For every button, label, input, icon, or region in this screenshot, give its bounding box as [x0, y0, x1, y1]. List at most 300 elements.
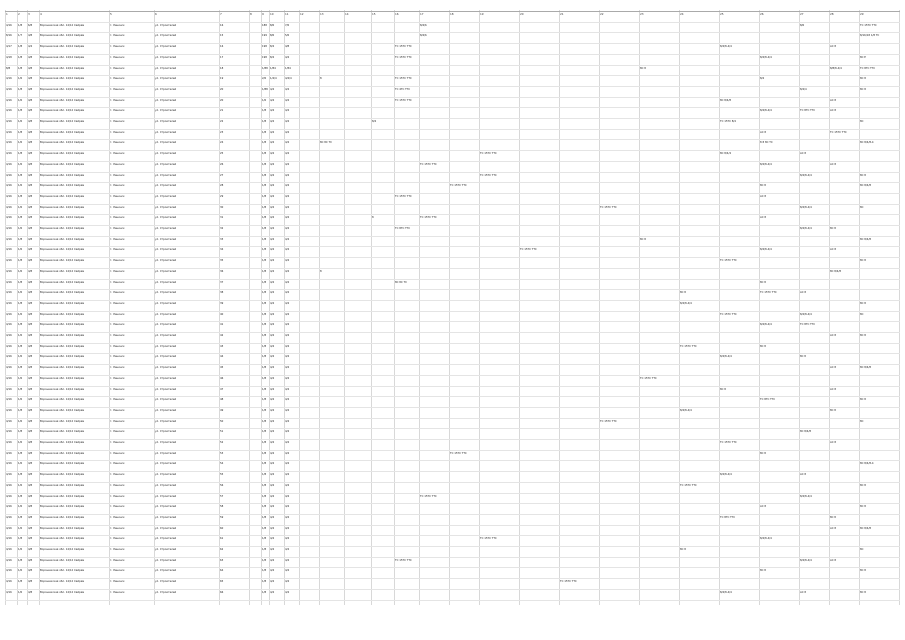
table-cell[interactable]: 18 [220, 66, 224, 70]
table-cell[interactable]: 4/4 [270, 355, 275, 359]
table-cell[interactable]: 4/4 [285, 451, 290, 455]
table-cell[interactable]: г. Ленинск [110, 408, 125, 412]
table-cell[interactable]: 1/8 [262, 152, 267, 156]
table-cell[interactable]: 4/4 [285, 98, 290, 102]
column-header[interactable]: 25 [720, 13, 724, 16]
column-header[interactable]: 29 [860, 13, 864, 16]
table-cell[interactable]: 1/7 [18, 34, 23, 38]
table-cell[interactable]: 4/4 [270, 291, 275, 295]
table-cell[interactable]: г. Ленинск [110, 419, 125, 423]
table-cell[interactable]: 8С 8 [860, 334, 866, 337]
table-cell[interactable]: 188 [262, 23, 267, 27]
table-cell[interactable]: 62 [220, 548, 224, 551]
table-cell[interactable]: АС 8 [760, 194, 767, 198]
table-cell[interactable]: 8/4/8-4/4 [680, 301, 692, 305]
table-cell[interactable]: г. Ленинск [110, 515, 125, 519]
table-cell[interactable]: 4/8 [285, 45, 290, 49]
table-cell[interactable]: 1/8 [262, 291, 267, 295]
column-header[interactable]: 26 [760, 13, 764, 16]
table-cell[interactable]: 4/16 [6, 451, 12, 455]
table-cell[interactable]: ул. Строителей [155, 451, 177, 455]
table-cell[interactable]: г. Ленинск [110, 398, 125, 402]
table-cell[interactable]: ул. Строителей [155, 323, 177, 327]
table-cell[interactable]: 1/8 [18, 130, 23, 134]
table-cell[interactable]: ул. Строителей [155, 98, 177, 102]
table-cell[interactable]: ТС 15ТС ТТС [480, 173, 497, 177]
table-cell[interactable]: 1/6 [18, 419, 23, 423]
table-cell[interactable]: 199 [262, 34, 267, 38]
table-cell[interactable]: 8 [320, 269, 322, 273]
table-cell[interactable]: 8 [372, 216, 374, 220]
table-cell[interactable]: Воронежская обл. 14/12 Сайрам [40, 77, 85, 81]
table-cell[interactable]: 38 [220, 291, 224, 295]
table-cell[interactable]: 8 [320, 77, 322, 81]
table-cell[interactable]: г. Ленинск [110, 558, 125, 562]
table-cell[interactable]: 198 [262, 45, 267, 49]
table-cell[interactable]: 8С 8 [680, 291, 686, 295]
table-cell[interactable]: 4/8 [28, 398, 33, 402]
table-cell[interactable]: 1/8 [18, 152, 23, 156]
table-cell[interactable]: 1/8 [18, 473, 23, 477]
table-cell[interactable]: Воронежская обл. 14/12 Сайрам [40, 152, 85, 156]
table-cell[interactable]: 8С 8 [860, 259, 866, 263]
table-cell[interactable]: 4/4 [270, 526, 275, 530]
table-cell[interactable]: ул. Строителей [155, 548, 177, 551]
table-cell[interactable]: ТС 8ТС ТТС [860, 66, 876, 70]
table-cell[interactable]: 4/4 [285, 590, 290, 594]
table-cell[interactable]: г. Ленинск [110, 451, 125, 455]
column-header[interactable]: 12 [300, 13, 304, 16]
table-cell[interactable]: 33 [220, 237, 224, 241]
table-cell[interactable]: г. Ленинск [110, 45, 125, 49]
table-cell[interactable]: 4/4 [285, 344, 290, 348]
table-cell[interactable]: 4/4 [285, 398, 290, 402]
table-cell[interactable]: 8/4 [760, 77, 765, 81]
table-cell[interactable]: 8/4/8-4/4 [760, 109, 772, 113]
table-cell[interactable]: 8/4/8-4/4 [680, 408, 692, 412]
table-cell[interactable]: ТС 15ТС ТТС [600, 205, 617, 209]
table-cell[interactable]: 42 [220, 334, 224, 337]
table-cell[interactable]: 8С 8 [860, 569, 866, 573]
table-cell[interactable]: 4/16 [6, 87, 12, 91]
table-cell[interactable]: 4/16 [6, 23, 12, 27]
table-cell[interactable]: 4/4 [270, 580, 275, 584]
table-cell[interactable]: 1/8 [18, 216, 23, 220]
table-cell[interactable]: ул. Строителей [155, 194, 177, 198]
table-cell[interactable]: 4/16 [6, 398, 12, 402]
column-header[interactable]: 28 [830, 13, 834, 16]
table-cell[interactable]: г. Ленинск [110, 227, 125, 230]
table-cell[interactable]: 4/4 [270, 184, 275, 188]
table-cell[interactable]: 1/8 [262, 590, 267, 594]
table-cell[interactable]: 4/4 [285, 55, 290, 59]
table-cell[interactable]: 1/8 [262, 334, 267, 337]
table-cell[interactable]: ТС 8ТС ТТС [800, 109, 816, 113]
table-cell[interactable]: 1/6 [18, 77, 23, 81]
table-cell[interactable]: 4/4 [285, 387, 290, 391]
table-cell[interactable]: 1/8 [262, 280, 267, 284]
table-cell[interactable]: 4/4 [270, 569, 275, 573]
table-cell[interactable]: 55 [220, 473, 224, 477]
table-cell[interactable]: 4/4 [285, 130, 290, 134]
table-cell[interactable]: 17 [220, 55, 224, 59]
column-header[interactable]: 21 [560, 13, 564, 16]
table-cell[interactable]: 8/4/8-4/4 [800, 205, 812, 209]
table-cell[interactable]: ул. Строителей [155, 441, 177, 444]
table-cell[interactable]: 1/8 [18, 323, 23, 327]
table-cell[interactable]: 4/8 [28, 109, 33, 113]
table-cell[interactable]: Воронежская обл. 14/12 Сайрам [40, 537, 85, 541]
table-cell[interactable]: 4/16 [6, 98, 12, 102]
table-cell[interactable]: 1/8 [18, 408, 23, 412]
table-cell[interactable]: 4/16 [6, 505, 12, 509]
table-cell[interactable]: ул. Строителей [155, 537, 177, 541]
table-cell[interactable]: 4/4 [28, 45, 33, 49]
table-cell[interactable]: 1/8 [18, 173, 23, 177]
table-cell[interactable]: 4/4 [270, 344, 275, 348]
table-cell[interactable]: 1/8 [262, 194, 267, 198]
table-cell[interactable]: Воронежская обл. 14/12 Сайрам [40, 580, 85, 584]
table-cell[interactable]: ул. Строителей [155, 366, 177, 370]
table-cell[interactable]: 4/4 [285, 248, 290, 252]
table-cell[interactable]: 44 [220, 355, 224, 359]
table-cell[interactable]: 1/8 [262, 515, 267, 519]
table-cell[interactable]: 4/4 [285, 462, 290, 466]
table-cell[interactable]: Воронежская обл. 14/12 Сайрам [40, 558, 85, 562]
table-cell[interactable]: 1/8 [262, 120, 267, 123]
table-cell[interactable]: г. Ленинск [110, 184, 125, 188]
table-cell[interactable]: г. Ленинск [110, 248, 125, 252]
table-cell[interactable]: 4/4 [270, 269, 275, 273]
column-header[interactable]: 14 [345, 13, 349, 16]
column-header[interactable]: 20 [520, 13, 524, 16]
table-cell[interactable]: 4/16 [6, 441, 12, 444]
table-cell[interactable]: 8/4/8-4/4 [800, 312, 812, 316]
table-cell[interactable]: 4/4 [270, 109, 275, 113]
table-cell[interactable]: 1/6 [262, 98, 267, 102]
table-cell[interactable]: г. Ленинск [110, 590, 125, 594]
table-cell[interactable]: г. Ленинск [110, 483, 125, 487]
table-cell[interactable]: 1/8 [262, 398, 267, 402]
table-cell[interactable]: 8С 8/4/8 [860, 526, 871, 530]
table-cell[interactable]: 1/8 [262, 430, 267, 434]
table-cell[interactable]: 4/4 [270, 419, 275, 423]
table-cell[interactable]: Воронежская обл. 14/12 Сайрам [40, 387, 85, 391]
table-cell[interactable]: 1/8 [18, 387, 23, 391]
table-cell[interactable]: ТС 15ТС ТТС [395, 194, 412, 198]
table-cell[interactable]: 22 [220, 120, 224, 123]
table-cell[interactable]: ул. Строителей [155, 312, 177, 316]
table-cell[interactable]: 4/4 [285, 505, 290, 509]
table-cell[interactable]: 4/16 [6, 184, 12, 188]
table-cell[interactable]: 16 [220, 45, 224, 49]
table-cell[interactable]: 4/4 [270, 312, 275, 316]
table-cell[interactable]: ул. Строителей [155, 590, 177, 594]
table-cell[interactable]: 1/8 [18, 301, 23, 305]
table-cell[interactable]: Воронежская обл. 14/12 Сайрам [40, 109, 85, 113]
table-cell[interactable]: 4/4 [285, 312, 290, 316]
table-cell[interactable]: 1/8 [18, 109, 23, 113]
table-cell[interactable]: 8С 8 [760, 344, 766, 348]
table-cell[interactable]: ул. Строителей [155, 109, 177, 113]
table-cell[interactable]: 4/8 [28, 569, 33, 573]
column-header[interactable]: 2 [18, 13, 20, 16]
table-cell[interactable]: 8С [860, 120, 864, 123]
table-cell[interactable]: 4/4 [285, 355, 290, 359]
table-cell[interactable]: 1/6 [18, 569, 23, 573]
table-cell[interactable]: 8С 8/4/8-4 [860, 462, 874, 466]
table-cell[interactable]: ТС 15ТС ТТС [395, 558, 412, 562]
table-cell[interactable]: 45 [220, 366, 224, 370]
table-cell[interactable]: 1/8 [18, 430, 23, 434]
table-cell[interactable]: 4/8 [28, 280, 33, 284]
table-cell[interactable]: 4/8 [28, 473, 33, 477]
table-cell[interactable]: 4/16 [6, 408, 12, 412]
table-cell[interactable]: 48 [220, 398, 224, 402]
table-cell[interactable]: 16 [220, 23, 224, 27]
table-cell[interactable]: 4/8 [28, 194, 33, 198]
table-cell[interactable]: 1/6 [18, 355, 23, 359]
table-cell[interactable]: г. Ленинск [110, 66, 125, 70]
table-cell[interactable]: ТС 15ТС ТТС [680, 483, 697, 487]
table-cell[interactable]: 4/16 [6, 590, 12, 594]
table-cell[interactable]: 4/8 [28, 291, 33, 295]
table-cell[interactable]: ТС 15ТС ТТС [395, 98, 412, 102]
table-cell[interactable]: ул. Строителей [155, 130, 177, 134]
table-cell[interactable]: 4/4 [285, 120, 290, 123]
table-cell[interactable]: АС 8 [800, 152, 807, 156]
table-cell[interactable]: Воронежская обл. 14/12 Сайрам [40, 590, 85, 594]
table-cell[interactable]: 4/4 [285, 162, 290, 166]
table-cell[interactable]: 1/8 [262, 366, 267, 370]
table-cell[interactable]: 1/8 [18, 66, 23, 70]
table-cell[interactable]: АС 8 [830, 558, 837, 562]
table-cell[interactable]: 15 [220, 34, 224, 38]
table-cell[interactable]: 8С 8/4/8 [720, 98, 731, 102]
column-header[interactable]: 15 [372, 13, 376, 16]
table-cell[interactable]: 1/8 [262, 441, 267, 444]
table-cell[interactable]: 1/6 [18, 248, 23, 252]
table-cell[interactable]: 1/8 [262, 312, 267, 316]
table-cell[interactable]: 4/16 [6, 141, 12, 145]
table-cell[interactable]: 4/18 [6, 55, 12, 59]
table-cell[interactable]: 53 [220, 451, 224, 455]
table-cell[interactable]: ТС 15ТС 8/4 [720, 120, 736, 123]
table-cell[interactable]: Воронежская обл. 14/12 Сайрам [40, 430, 85, 434]
table-cell[interactable]: г. Ленинск [110, 569, 125, 573]
table-cell[interactable]: г. Ленинск [110, 548, 125, 551]
table-cell[interactable]: Воронежская обл. 14/12 Сайрам [40, 355, 85, 359]
table-cell[interactable]: 4/4 [270, 301, 275, 305]
table-cell[interactable]: 4/4 [285, 419, 290, 423]
table-cell[interactable]: 8/4/8-4/4 [760, 55, 772, 59]
table-cell[interactable]: 8С 8 [760, 280, 766, 284]
table-cell[interactable]: 8/6 [270, 23, 275, 27]
table-cell[interactable]: 39 [220, 301, 224, 305]
table-cell[interactable]: 1/8 [262, 419, 267, 423]
table-cell[interactable]: 8С 8/4/8 [860, 184, 871, 188]
table-cell[interactable]: 4/4 [285, 194, 290, 198]
column-header[interactable]: 22 [600, 13, 604, 16]
table-cell[interactable]: 47 [220, 387, 224, 391]
table-cell[interactable]: 4/4 [270, 366, 275, 370]
table-cell[interactable]: 1/8 [262, 141, 267, 145]
table-cell[interactable]: Воронежская обл. 14/12 Сайрам [40, 98, 85, 102]
table-cell[interactable]: 4/4 [270, 548, 275, 551]
table-cell[interactable]: 4/4 [270, 120, 275, 123]
table-cell[interactable]: 4/8 [28, 130, 33, 134]
table-cell[interactable]: 4/4 [285, 184, 290, 188]
table-cell[interactable]: 4/8 [28, 494, 33, 498]
table-cell[interactable]: 4/8 [28, 141, 33, 145]
table-cell[interactable]: 4/8 [28, 526, 33, 530]
table-cell[interactable]: 1/8 [262, 462, 267, 466]
table-cell[interactable]: 65 [220, 580, 224, 584]
table-cell[interactable]: 1/8 [18, 558, 23, 562]
table-cell[interactable]: 8/8/8-4/4 [830, 66, 842, 70]
table-cell[interactable]: Воронежская обл. 14/12 Сайрам [40, 227, 85, 230]
table-cell[interactable]: Воронежская обл. 14/12 Сайрам [40, 301, 85, 305]
table-cell[interactable]: 4/16 [6, 462, 12, 466]
table-cell[interactable]: 8/4/8-4/4 [720, 355, 732, 359]
column-header[interactable]: 17 [420, 13, 424, 16]
table-cell[interactable]: 4/4 [270, 462, 275, 466]
table-cell[interactable]: 8С 8/4/8 [800, 430, 811, 434]
table-cell[interactable]: 4/4 [270, 515, 275, 519]
table-cell[interactable]: 4/4/4 [285, 77, 292, 81]
table-cell[interactable]: ТС 15ТС ТТС [420, 162, 437, 166]
table-cell[interactable]: 4/4 [270, 494, 275, 498]
table-cell[interactable]: 8/4/8-4/4 [760, 248, 772, 252]
table-cell[interactable]: Воронежская обл. 14/12 Сайрам [40, 291, 85, 295]
table-cell[interactable]: Воронежская обл. 14/12 Сайрам [40, 334, 85, 337]
table-cell[interactable]: 4/8 [28, 173, 33, 177]
table-cell[interactable]: 4/4 [270, 376, 275, 380]
table-cell[interactable]: г. Ленинск [110, 87, 125, 91]
table-cell[interactable]: 4/4 [285, 430, 290, 434]
table-cell[interactable]: Воронежская обл. 14/12 Сайрам [40, 473, 85, 477]
table-cell[interactable]: 8/4/8-4/4 [720, 45, 732, 49]
table-cell[interactable]: 8/4 [270, 45, 275, 49]
table-cell[interactable]: 1/8 [262, 109, 267, 113]
table-cell[interactable]: 4/4 [270, 237, 275, 241]
table-cell[interactable]: ул. Строителей [155, 184, 177, 188]
table-cell[interactable]: 4/4 [285, 301, 290, 305]
table-cell[interactable]: ул. Строителей [155, 269, 177, 273]
table-cell[interactable]: 4/8 [28, 120, 33, 123]
table-cell[interactable]: 4/8 [28, 376, 33, 380]
table-cell[interactable]: АС 8 [800, 473, 807, 477]
table-cell[interactable]: ул. Строителей [155, 473, 177, 477]
table-cell[interactable]: 4/8 [28, 216, 33, 220]
table-cell[interactable]: 4/16 [6, 120, 12, 123]
table-cell[interactable]: ул. Строителей [155, 45, 177, 49]
table-cell[interactable]: 4/8 [28, 548, 33, 551]
table-cell[interactable]: 8/16 [6, 34, 12, 38]
table-cell[interactable]: Воронежская обл. 14/12 Сайрам [40, 237, 85, 241]
table-cell[interactable]: 4/8 [28, 184, 33, 188]
table-cell[interactable]: 49 [220, 408, 224, 412]
table-cell[interactable]: г. Ленинск [110, 216, 125, 220]
table-cell[interactable]: 1/8 [18, 451, 23, 455]
table-cell[interactable]: 1/6 [18, 184, 23, 188]
table-cell[interactable]: 1/8 [18, 537, 23, 541]
table-cell[interactable]: г. Ленинск [110, 441, 125, 444]
table-cell[interactable]: 61 [220, 537, 224, 541]
table-cell[interactable]: 1/8 [18, 515, 23, 519]
table-cell[interactable]: 35 [220, 259, 224, 263]
table-cell[interactable]: 4/4 [270, 441, 275, 444]
table-cell[interactable]: 4/4 [270, 483, 275, 487]
table-cell[interactable]: г. Ленинск [110, 173, 125, 177]
table-cell[interactable]: ТС 15ТС ТТС [720, 441, 737, 444]
table-cell[interactable]: АС 8 [830, 334, 837, 337]
table-cell[interactable]: 1/8 [262, 216, 267, 220]
table-cell[interactable]: г. Ленинск [110, 387, 125, 391]
table-cell[interactable]: 1/8 [262, 408, 267, 412]
table-cell[interactable]: 4/16 [6, 109, 12, 113]
table-cell[interactable]: ТС 15ТС ТТС [420, 494, 437, 498]
table-cell[interactable]: 4/4 [270, 334, 275, 337]
column-header[interactable]: 7 [220, 13, 222, 16]
table-cell[interactable]: 4/16 [6, 312, 12, 316]
table-cell[interactable]: 8С [860, 205, 864, 209]
table-cell[interactable]: 54 [220, 462, 224, 466]
table-cell[interactable]: 4/16 [6, 515, 12, 519]
table-cell[interactable]: г. Ленинск [110, 205, 125, 209]
table-cell[interactable]: г. Ленинск [110, 366, 125, 370]
table-cell[interactable]: Воронежская обл. 14/12 Сайрам [40, 205, 85, 209]
table-cell[interactable]: 1/8 [262, 537, 267, 541]
table-cell[interactable]: 1/8 [262, 323, 267, 327]
table-cell[interactable]: 4/4 [270, 205, 275, 209]
table-cell[interactable]: г. Ленинск [110, 505, 125, 509]
table-cell[interactable]: Воронежская обл. 14/12 Сайрам [40, 569, 85, 573]
table-cell[interactable]: 8С 8 [640, 237, 646, 241]
table-cell[interactable]: ул. Строителей [155, 248, 177, 252]
table-cell[interactable]: ТС 15ТС ТТС [600, 419, 617, 423]
table-cell[interactable]: 4/4 [285, 216, 290, 220]
table-cell[interactable]: 4/4 [285, 526, 290, 530]
table-cell[interactable]: 4/4 [270, 505, 275, 509]
table-cell[interactable]: 1/8 [18, 237, 23, 241]
table-cell[interactable]: 4/4 [285, 152, 290, 156]
table-cell[interactable]: 4/4 [285, 473, 290, 477]
table-cell[interactable]: г. Ленинск [110, 98, 125, 102]
table-cell[interactable]: Воронежская обл. 14/12 Сайрам [40, 323, 85, 327]
table-cell[interactable]: 4/16 [6, 483, 12, 487]
table-cell[interactable]: ул. Строителей [155, 205, 177, 209]
table-cell[interactable]: 30 [220, 205, 224, 209]
table-cell[interactable]: ул. Строителей [155, 387, 177, 391]
table-cell[interactable]: 4/4 [270, 152, 275, 156]
table-cell[interactable]: 1/88 [262, 87, 268, 91]
table-cell[interactable]: Воронежская обл. 14/12 Сайрам [40, 120, 85, 123]
table-cell[interactable]: ТС 15ТС ТТС [860, 23, 877, 27]
table-cell[interactable]: 8С 8 [860, 505, 866, 509]
table-cell[interactable]: ул. Строителей [155, 66, 177, 70]
table-cell[interactable]: 4/8 [28, 590, 33, 594]
table-cell[interactable]: 27 [220, 173, 224, 177]
table-cell[interactable]: 4/16 [6, 77, 12, 81]
table-cell[interactable]: 34 [220, 248, 224, 252]
table-cell[interactable]: 1/8 [18, 55, 23, 59]
table-cell[interactable]: ул. Строителей [155, 558, 177, 562]
table-cell[interactable]: Воронежская обл. 14/12 Сайрам [40, 548, 85, 551]
table-cell[interactable]: 4/4 [270, 537, 275, 541]
table-cell[interactable]: 4/8 [28, 77, 33, 81]
table-cell[interactable]: АС 8 [830, 109, 837, 113]
